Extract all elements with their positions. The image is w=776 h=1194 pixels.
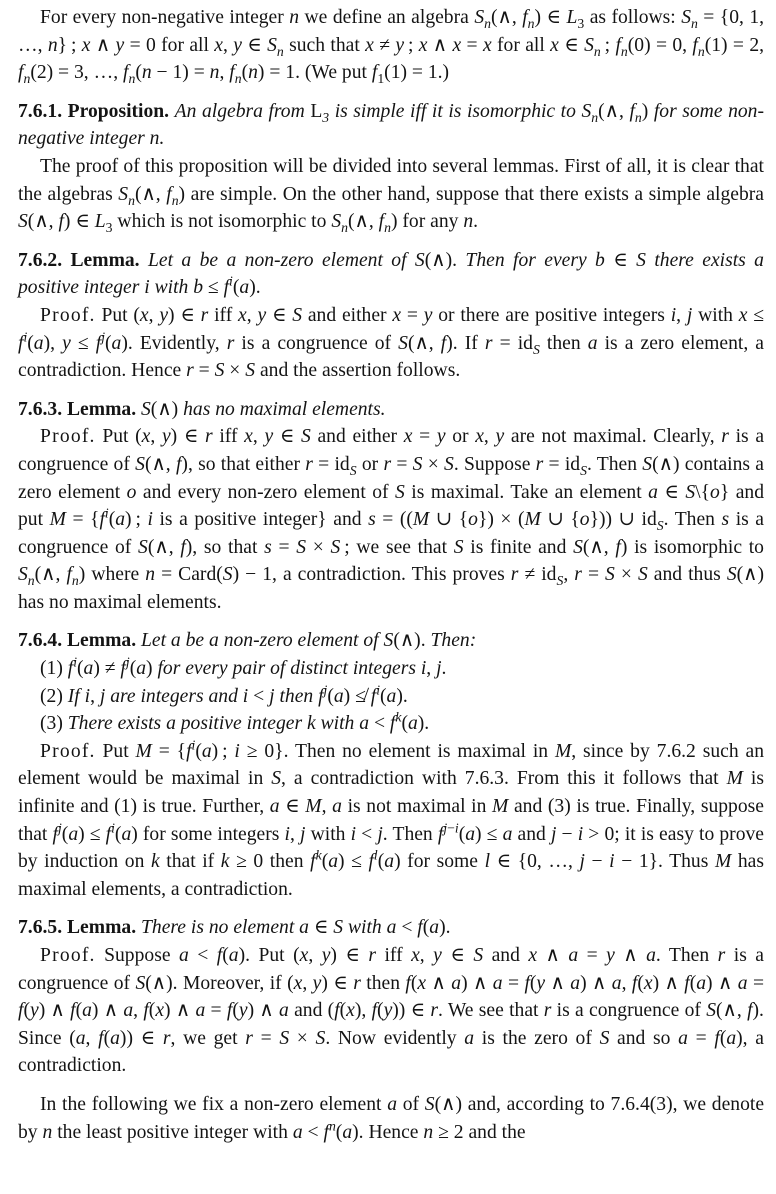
lemma-7-6-4-item-2: (2) If i, j are integers and i < j then $f^j(a)$ ≰ $f^i(a)$. (40, 682, 408, 707)
lemma-7-6-5-proof: Proof. Suppose a < f(a). Put (x, y) ∈ r iff x, y ∈ S and x ∧ a = y ∧ a. Then r is a congruence of S(∧). Moreover, if (x, y) ∈ r then f(x ∧ a) ∧ a = f(y ∧ a) ∧ a, f(x) ∧ f(a) ∧ a = f(y) ∧ f(a) ∧ a, f(x) ∧ a = f(y) ∧ a and (f(x), f(y)) ∈ r. We see that r is a congruence of S(∧, f). Since (a, f(a)) ∈ r, we get r = S × S. Now evidently a is the zero of S and so a = f(a), a contradiction. (18, 945, 765, 1077)
lemma-7-6-4: 7.6.4. Lemma. Let a be a non-zero element of S(∧). Then: (18, 630, 477, 652)
lemma-7-6-3-proof: Proof. Put (x, y) ∈ r iff x, y ∈ S and either x = y or x, y are not maximal. Clearly, r is a congruence of S(∧, f), so that either $r = id_S$ or r = S × S. Suppose $r = id_S$. Then S(∧) contains a zero element o and every non-zero element of S is maximal. Take an element a ∈ S\{o} and put $M = \{f^i(a)$ ; i is a positive integer} and s = ((M ∪ {o}) × (M ∪ {o})) ∪ $id_S$. Then s is a congruence of S(∧, f), so that s = S × S ; we see that S is finite and S(∧, f) is isomorphic to $S_n(\wedge$, $f_n$) where n = Card(S) − 1, a contradiction. This proves $r \ne id_S$, r = S × S and thus S(∧) has no maximal elements. (18, 426, 765, 613)
lemma-7-6-4-proof: Proof. Put $M = \{f^i(a)$ ; i ≥ 0}. Then no element is maximal in M, since by 7.6.2 such an element would be maximal in S, a contradiction with 7.6.3. From this it follows that M is infinite and (1) is true. Further, a ∈ M, a is not maximal in M and (3) is true. Finally, suppose that $f^j(a) \le f^i(a)$ for some integers i, j with i < j. Then $f^{j-i}(a) \le a$ and j − i > 0; it is easy to prove by induction on k that if k ≥ 0 then $f^k(a) \le f^l(a)$ for some l ∈ {0, …, j − i − 1}. Thus M has maximal elements, a contradiction. (18, 737, 764, 900)
lemma-7-6-2: 7.6.2. Lemma. Let a be a non-zero element of S(∧). Then for every b ∈ S there exists a positive integer i with $b \le f^i(a)$. (18, 249, 764, 299)
final-paragraph: In the following we fix a non-zero element a of S(∧) and, according to 7.6.4(3), we denote by n the least positive integer with $a < f^n(a)$. Hence n ≥ 2 and the (18, 1093, 765, 1143)
lemma-7-6-4-item-3: (3) There exists a positive integer k with $a < f^k(a)$. (40, 709, 430, 735)
definition-paragraph: For every non-negative integer n we define an algebra $S_n(\wedge$, $f_n$) ∈ $L_3$ as follows: $S_n = \{0$, 1, …, n} ; x ∧ y = 0 for all x, y ∈ $S_n$ such that x ≠ y ; x ∧ x = x for all x ∈ $S_n$ ; $f_n(0) = 0$, $f_n(1) = 2$, $f_n(2) = 3$, …, $f_n(n - 1) = n$, $f_n(n) = 1$. (We put $f_1(1) = 1$.) (18, 7, 765, 87)
lemma-7-6-3: 7.6.3. Lemma. S(∧) has no maximal elements. (18, 398, 386, 420)
lemma-7-6-4-item-1: (1) $f^i(a) \ne f^j(a)$ for every pair of distinct integers i, j. (40, 654, 447, 680)
lemma-7-6-5: 7.6.5. Lemma. There is no element a ∈ S with a < f(a). (18, 917, 451, 939)
proposition-7-6-1: 7.6.1. Proposition. An algebra from $L_3$ is simple iff it is isomorphic to $S_n(\wedge$, $f_n$) for some non-negative integer n. (18, 100, 764, 150)
lemma-7-6-2-proof: Proof. Put (x, y) ∈ r iff x, y ∈ S and either x = y or there are positive integers i, j with $x \le f^i(a)$, $y \le f^j(a)$. Evidently, r is a congruence of S(∧, f). If $r = id_S$ then a is a zero element, a contradiction. Hence r = S × S and the assertion follows. (18, 304, 765, 382)
proposition-proof-paragraph: The proof of this proposition will be divided into several lemmas. First of all, it is clear that the algebras $S_n(\wedge$, $f_n$) are simple. On the other hand, suppose that there exists a simple algebra S(∧, f) ∈ $L_3$ which is not isomorphic to $S_n(\wedge$, $f_n$) for any n. (18, 155, 764, 236)
